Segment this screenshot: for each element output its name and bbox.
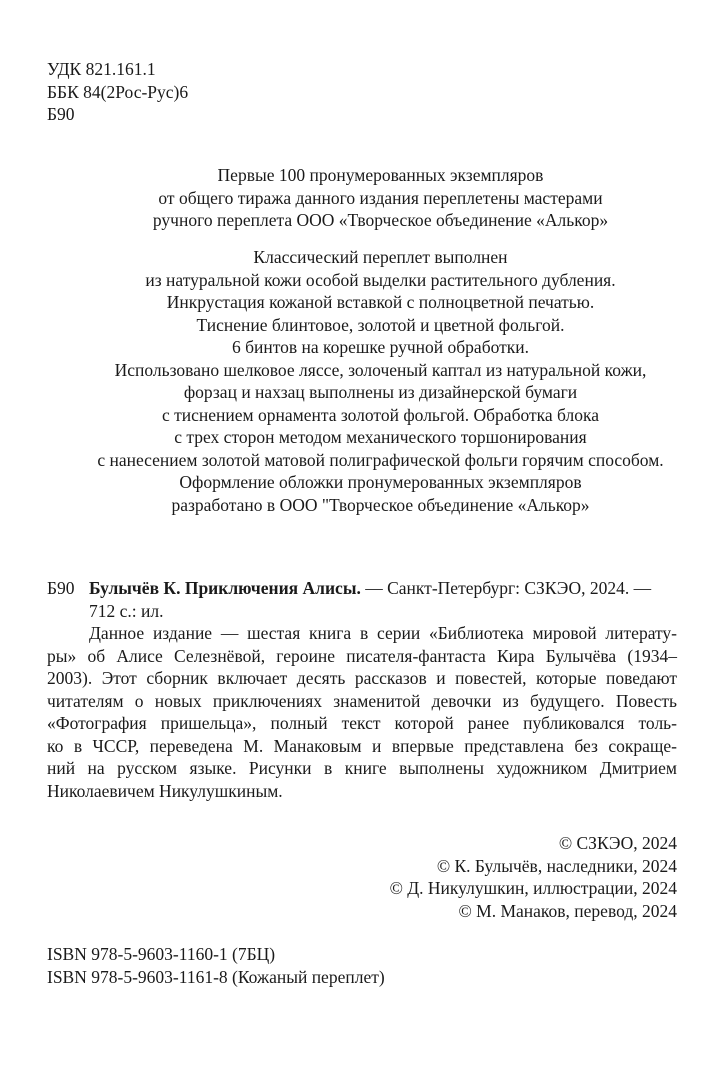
- record-code-spacer: [47, 600, 89, 623]
- bbk-code: ББК 84(2Рос-Рус)6: [47, 81, 189, 102]
- binding-line: разработано в ООО "Творческое объединение «Алькор»: [171, 494, 590, 515]
- binding-line: с тиснением орнамента золотой фольгой. Обработка блока: [162, 404, 599, 425]
- copyright-line: © Д. Никулушкин, иллюстрации, 2024: [389, 878, 677, 898]
- copyright-line: © СЗКЭО, 2024: [558, 833, 677, 853]
- edition-line: ручного переплета ООО «Творческое объединение «Алькор»: [152, 210, 609, 230]
- annotation: [47, 622, 677, 802]
- bibliographic-record: [47, 577, 677, 802]
- record-code: Б90: [47, 578, 75, 598]
- annotation-line: ко в ЧССР, переведена М. Манаковым и впервые представлена без сокраще-: [47, 735, 677, 756]
- annotation-line: ры» об Алисе Селезнёвой, героине писателя-фантаста Кира Булычёва (1934–: [47, 645, 677, 666]
- isbn-line: ISBN 978-5-9603-1161-8 (Кожаный переплет): [47, 966, 385, 987]
- binding-line: с нанесением золотой матовой полиграфической фольги горячим способом.: [97, 449, 664, 470]
- annotation-line: «Фотография пришельца», полный текст которой ранее публиковался толь-: [47, 713, 677, 733]
- pages: 712 с.: ил.: [89, 600, 164, 621]
- record-pages-row: [47, 600, 677, 623]
- binding-description: [40, 246, 721, 516]
- binding-line: Использовано шелковое ляссе, золоченый каптал из натуральной кожи,: [114, 359, 647, 380]
- imprint: — Санкт-Петербург: СЗКЭО, 2024. —: [360, 578, 652, 598]
- annotation-line: 2003). Этот сборник включает десять рассказов и повестей, которые поведают: [47, 668, 677, 688]
- edition-line: от общего тиража данного издания переплетены мастерами: [158, 187, 603, 208]
- author-title: Булычёв К. Приключения Алисы.: [89, 578, 361, 598]
- copyright-line: © К. Булычёв, наследники, 2024: [436, 855, 677, 876]
- annotation-last-line: Николаевичем Никулушкиным.: [47, 780, 283, 801]
- author-sign: Б90: [47, 104, 75, 124]
- annotation-line: ний на русском языке. Рисунки в книге выполнены художником Дмитрием: [47, 758, 677, 778]
- copyright-block: [390, 832, 677, 922]
- edition-line: Первые 100 пронумерованных экземпляров: [217, 165, 544, 185]
- isbn-line: ISBN 978-5-9603-1160-1 (7БЦ): [47, 944, 276, 964]
- limited-edition-note: [40, 164, 721, 232]
- binding-line: Инкрустация кожаной вставкой с полноцветной печатью.: [166, 292, 595, 312]
- binding-line: Классический переплет выполнен: [253, 247, 508, 267]
- classification-block: [47, 58, 188, 126]
- annotation-line: читателям о новых приключениях знаменитой девочки из будущего. Повесть: [47, 690, 677, 711]
- annotation-line: Данное издание — шестая книга в серии «Библиотека мировой литерату-: [89, 623, 677, 643]
- isbn-block: [47, 943, 385, 988]
- binding-line: Тиснение блинтовое, золотой и цветной фольгой.: [196, 314, 565, 335]
- udk-code: УДК 821.161.1: [47, 59, 156, 79]
- binding-line: с трех сторон методом механического торшонирования: [174, 427, 587, 447]
- copyright-line: © М. Манаков, перевод, 2024: [458, 900, 677, 921]
- binding-line: 6 бинтов на корешке ручной обработки.: [231, 337, 530, 357]
- binding-line: Оформление обложки пронумерованных экземпляров: [179, 472, 582, 492]
- binding-line: форзац и нахзац выполнены из дизайнерской бумаги: [183, 382, 578, 402]
- binding-line: из натуральной кожи особой выделки растительного дубления.: [145, 269, 616, 290]
- record-heading: [47, 577, 677, 600]
- record-title-line: [89, 577, 651, 600]
